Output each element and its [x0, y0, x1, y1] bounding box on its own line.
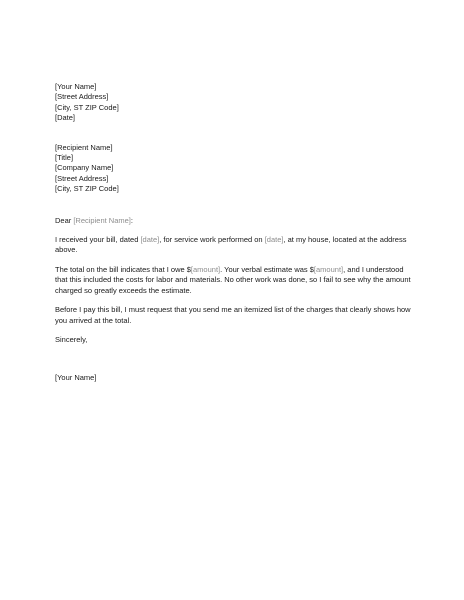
p2-line-2: that this included the costs for labor and materials. No other work was done, so I fail to see why the amount: [55, 275, 411, 285]
closing: Sincerely,: [55, 334, 88, 344]
letter-body: [55, 82, 415, 384]
sender-name: [Your Name]: [55, 82, 97, 91]
p2-text-b: . Your verbal estimate was $: [220, 264, 314, 274]
sender-address: [55, 82, 415, 124]
paragraph-amount-dispute: [55, 265, 415, 296]
p1-text-b: , for service work performed on: [159, 235, 265, 245]
sender-city: [City, ST ZIP Code]: [55, 102, 119, 112]
paragraph-bill-received: [55, 235, 415, 256]
p1-text-c2: above.: [55, 245, 78, 255]
salutation-suffix: :: [130, 215, 133, 225]
recipient-name: [Recipient Name]: [55, 142, 113, 152]
recipient-city: [City, ST ZIP Code]: [55, 184, 119, 194]
p3-line-1: Before I pay this bill, I must request that you send me an itemized list of the charges that clearly shows how: [55, 305, 411, 315]
recipient-title: [Title]: [55, 153, 74, 163]
sender-street: [Street Address]: [55, 92, 109, 102]
salutation-prefix: Dear: [55, 215, 74, 225]
recipient-company: [Company Name]: [55, 163, 114, 173]
signature: [Your Name]: [55, 373, 97, 383]
p2-amount-placeholder-2: [amount]: [313, 264, 344, 274]
recipient-address: [55, 143, 415, 195]
salutation: [55, 216, 415, 226]
p3-line-2: you arrived at the total.: [55, 315, 132, 325]
p1-text-c1: , at my house, located at the address: [283, 235, 407, 245]
p2-text-a: The total on the bill indicates that I owe $: [55, 264, 191, 274]
p2-text-c: , and I understood: [343, 264, 404, 274]
p1-date-placeholder-2: [date]: [264, 235, 284, 245]
recipient-street: [Street Address]: [55, 173, 109, 183]
salutation-placeholder: [Recipient Name]: [73, 215, 131, 225]
paragraph-itemized-request: [55, 305, 415, 326]
p2-amount-placeholder-1: [amount]: [190, 264, 221, 274]
sender-date: [Date]: [55, 113, 76, 123]
p1-date-placeholder-1: [date]: [140, 235, 160, 245]
p2-line-3: charged so greatly exceeds the estimate.: [55, 285, 192, 295]
p1-text-a: I received your bill, dated: [55, 235, 141, 245]
